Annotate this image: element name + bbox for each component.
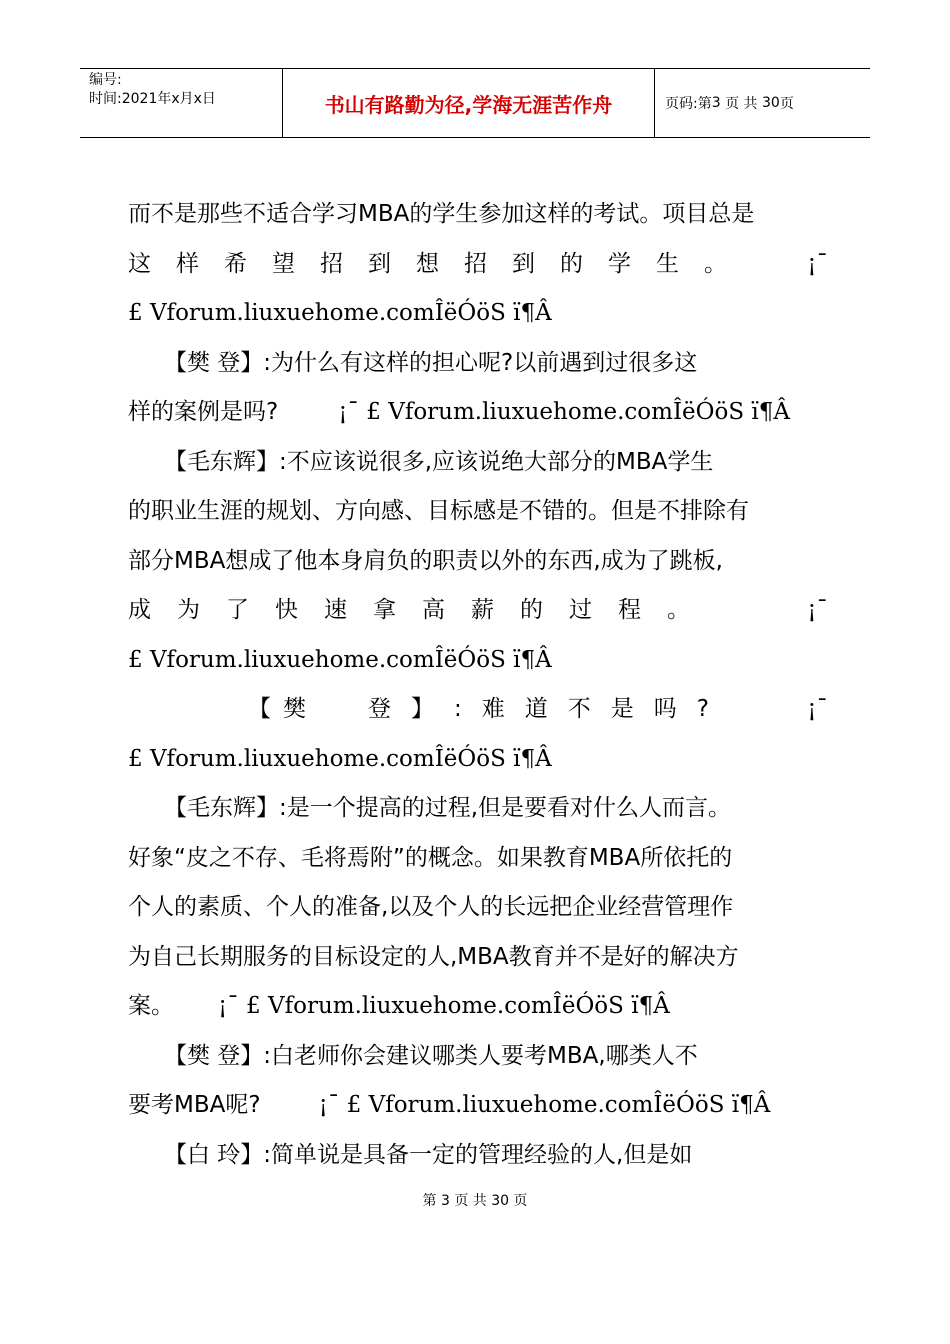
footer-mid: 页 共 xyxy=(454,1193,487,1209)
garbled-line: £ Vforum.liuxuehome.comÎëÓöS ï¶Â xyxy=(128,300,552,326)
speaker-open: 【樊 xyxy=(248,696,318,722)
text-line: 为自己长期服务的目标设定的人,MBA教育并不是好的解决方 xyxy=(128,943,739,970)
page-total: 30 xyxy=(762,95,780,111)
page-label: 页码:第 xyxy=(665,96,712,112)
page-footer xyxy=(0,1190,950,1210)
footer-suffix: 页 xyxy=(513,1193,528,1209)
text-segment: 案。 xyxy=(128,993,174,1019)
dialogue-line: 【毛东辉】:不应该说很多,应该说绝大部分的MBA学生 xyxy=(164,448,714,475)
footer-prefix: 第 xyxy=(422,1193,437,1209)
dialogue-line: 【毛东辉】:是一个提高的过程,但是要看对什么人而言。 xyxy=(164,795,732,821)
garbled-line: £ Vforum.liuxuehome.comÎëÓöS ï¶Â xyxy=(128,745,552,772)
garbled-text: ¡¯ xyxy=(807,250,828,277)
number-label: 编号: xyxy=(89,72,122,88)
text-segment: 样的案例是吗? xyxy=(128,399,279,425)
document-body xyxy=(128,190,828,1180)
text-line: 部分MBA想成了他本身肩负的职责以外的东西,成为了跳板, xyxy=(128,547,723,574)
garbled-line: £ Vforum.liuxuehome.comÎëÓöS ï¶Â xyxy=(128,646,552,673)
dialogue-line: 【樊 登】:白老师你会建议哪类人要考MBA,哪类人不 xyxy=(164,1042,698,1069)
garbled-text: ¡¯ £ Vforum.liuxuehome.comÎëÓöS ï¶Â xyxy=(338,399,791,425)
header-motto-cell xyxy=(283,69,655,137)
text-line xyxy=(128,388,828,438)
text-spread: 成为了快速拿高薪的过程。 xyxy=(128,597,716,623)
garbled-text: ¡¯ £ Vforum.liuxuehome.comÎëÓöS ï¶Â xyxy=(318,1092,771,1118)
garbled-text: ¡¯ xyxy=(807,696,828,722)
text-line xyxy=(128,586,828,636)
dialogue-line: 【樊 登】:为什么有这样的担心呢?以前遇到过很多这 xyxy=(164,349,698,376)
header-page-number xyxy=(655,69,870,137)
text-segment: 要考MBA呢? xyxy=(128,1092,261,1118)
footer-total: 30 xyxy=(491,1193,510,1209)
garbled-text: ¡¯ £ Vforum.liuxuehome.comÎëÓöS ï¶Â xyxy=(218,993,670,1019)
text-line: 好象“皮之不存、毛将焉附”的概念。如果教育MBA所依托的 xyxy=(128,844,733,871)
page-header xyxy=(80,68,870,138)
text-spread: 这样希望招到想招到的学生。 xyxy=(128,250,752,277)
text-line xyxy=(128,1081,828,1131)
page-current: 3 xyxy=(711,95,721,111)
text-line: 而不是那些不适合学习MBA的学生参加这样的考试。项目总是 xyxy=(128,201,755,227)
dialogue-line: 【白 玲】:简单说是具备一定的管理经验的人,但是如 xyxy=(164,1141,693,1168)
text-line: 个人的素质、个人的准备,以及个人的长远把企业经营管理作 xyxy=(128,894,734,920)
text-spread: 登】:难道不是吗? xyxy=(368,696,729,722)
page-mid: 页 共 xyxy=(725,96,758,112)
motto: 书山有路勤为径,学海无涯苦作舟 xyxy=(324,92,613,117)
text-line xyxy=(128,685,828,735)
footer-page: 3 xyxy=(440,1193,450,1209)
text-line xyxy=(128,982,828,1032)
garbled-text: ¡¯ xyxy=(807,597,828,623)
time-label: 时间:2021年x月x日 xyxy=(89,91,216,107)
text-line xyxy=(128,240,828,290)
text-line: 的职业生涯的规划、方向感、目标感是不错的。但是不排除有 xyxy=(128,498,749,524)
page-end: 页 xyxy=(779,96,794,112)
header-meta xyxy=(80,69,283,137)
